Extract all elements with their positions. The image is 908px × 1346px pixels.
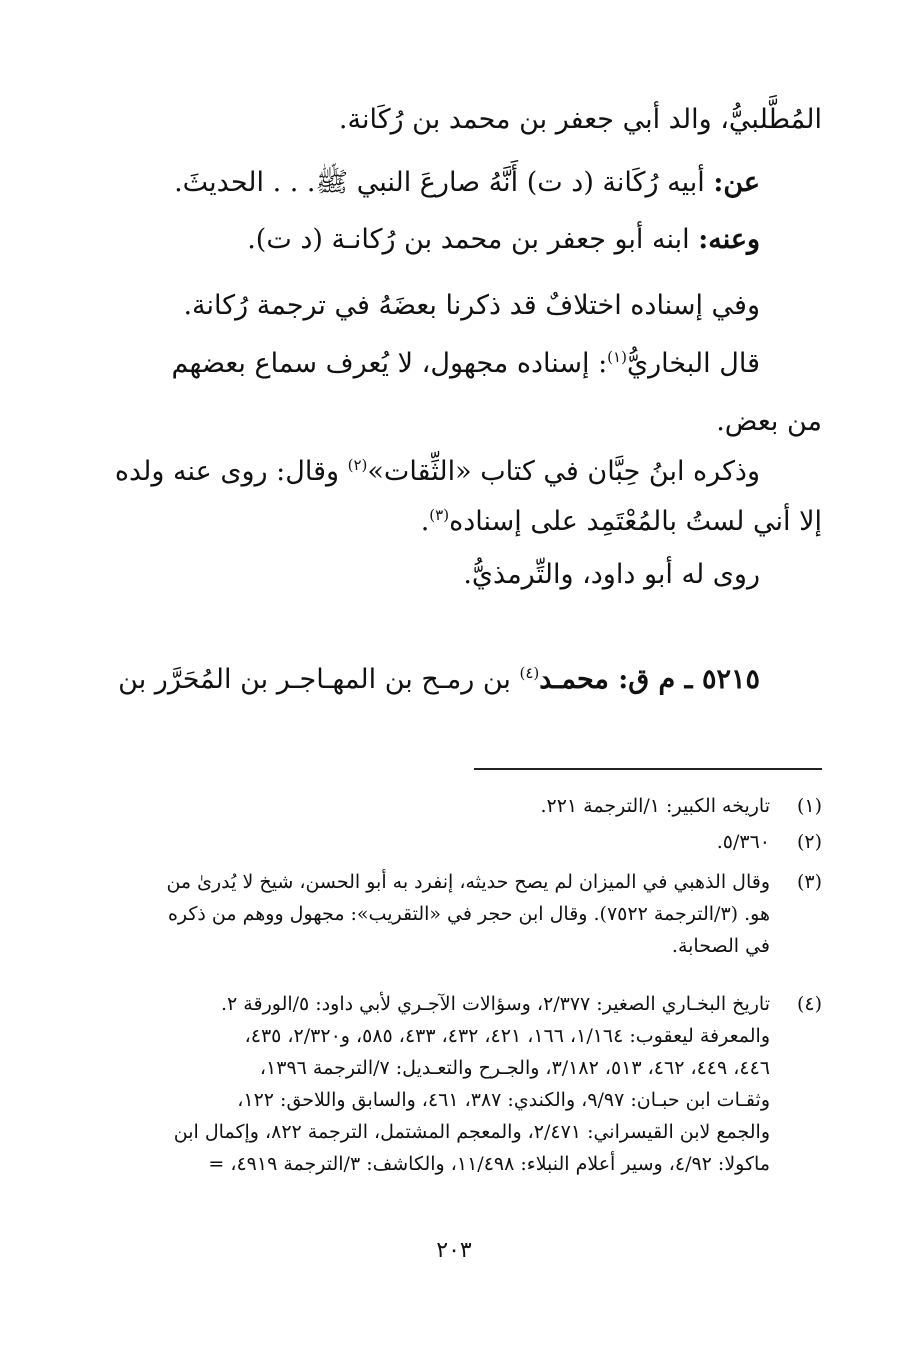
text: قال البخاريُّ [626,348,760,379]
footnote-line: هو. (٣/الترجمة ٧٥٢٢). وقال ابن حجر في «التقريب»: مجهول ووهم من ذكره [167,903,770,925]
text: من بعض. [716,406,822,437]
main-text-line-3 [84,220,760,260]
footnote-separator [474,768,822,770]
footnote-number: (٤) [796,993,822,1015]
footnote-text [84,826,770,858]
footnote-text [84,988,770,1180]
footnote-line: وقال الذهبي في الميزان لم يصح حديثه، إنفرد به أبو الحسن، شيخ لا يُدرىٰ من [166,871,770,893]
footnote-1 [84,790,822,822]
text: بن رمـح بن المهـاجـر بن المُحَرَّر بن [118,664,520,695]
footnote-line: والمعرفة ليعقوب: ١/١٦٤، ١٦٦، ٤٢١، ٤٣٢، ٤٣٣، ٥٨٥، و٢/٣٢٠، ٤٣٥، [244,1025,770,1047]
main-text-line-4 [84,286,760,326]
text: المُطَّلبيُّ، والد أبي جعفر بن محمد بن رُكَانة. [338,104,822,135]
footnote-ref-2[interactable]: (٢) [347,456,368,474]
footnote-line: في الصحابة. [671,935,770,957]
label-from-him: وعنه: [698,224,760,255]
entry-number: ٥٢١٥ ـ م ق: محمـد [539,664,760,695]
footnote-line: تاريخه الكبير: ١/الترجمة ٢٢١. [540,795,770,817]
footnote-ref-4[interactable]: (٤) [519,664,540,682]
main-text-line-6 [84,402,822,442]
text: وقال: روى عنه ولده [114,456,348,487]
footnote-line: ٤٤٦، ٤٤٩، ٤٦٢، ٥١٣، ٣/١٨٢، والجـرح والتعـديل: ٧/الترجمة ١٣٩٦، [259,1057,770,1079]
footnote-number: (٣) [796,871,822,893]
footnote-line: وثقـات ابن حبـان: ٩/٩٧، والكندي: ٣٨٧، ٤٦١، والسابق واللاحق: ١٢٢، [237,1089,770,1111]
text: ابنه أبو جعفر بن محمد بن رُكانـة (د ت). [247,224,699,255]
label-from: عن: [713,167,760,198]
text: روى له أبو داود، والتِّرمذيُّ. [463,559,760,590]
footnote-line: والجمع لابن القيسراني: ٢/٤٧١، والمعجم المشتمل، الترجمة ٨٢٢، وإكمال ابن [173,1121,770,1143]
entry-heading [84,660,760,700]
main-text-line-7 [84,452,760,492]
main-text-line-5 [84,344,760,384]
footnote-ref-3[interactable]: (٣) [429,506,450,524]
text: أبيه رُكَانة (د ت) أَنَّهُ صارعَ النبي ﷺ. . . الحديثَ. [174,167,714,198]
footnote-text [84,866,770,962]
text: وذكره ابنُ حِبَّان في كتاب «الثِّقات» [367,456,760,487]
footnote-number: (٢) [796,831,822,853]
main-text-line-8 [84,502,822,542]
main-text-line-9 [84,555,760,595]
footnote-3 [84,866,822,962]
main-text-line-2 [84,163,760,203]
text: إلا أني لستُ بالمُعْتَمِد على إسناده [449,506,822,537]
footnote-4 [84,988,822,1180]
footnote-line: ٥/٣٦٠. [716,831,770,853]
text: . [420,506,430,537]
footnote-2 [84,826,822,858]
footnote-line: ماكولا: ٤/٩٢، وسير أعلام النبلاء: ١١/٤٩٨، والكاشف: ٣/الترجمة ٤٩١٩، = [208,1153,770,1175]
footnote-ref-1[interactable]: (١) [607,348,627,366]
text: وفي إسناده اختلافٌ قد ذكرنا بعضَهُ في ترجمة رُكانة. [183,290,760,321]
text: : إسناده مجهول، لا يُعرف سماع بعضهم [171,348,608,379]
footnote-line: تاريخ البخـاري الصغير: ٢/٣٧٧، وسؤالات الآجـري لأبي داود: ٥/الورقة ٢. [221,993,770,1015]
footnote-text [84,790,770,822]
footnote-number: (١) [796,795,822,817]
main-text-line-1 [84,100,822,140]
page-number: ٢٠٣ [436,1238,472,1263]
